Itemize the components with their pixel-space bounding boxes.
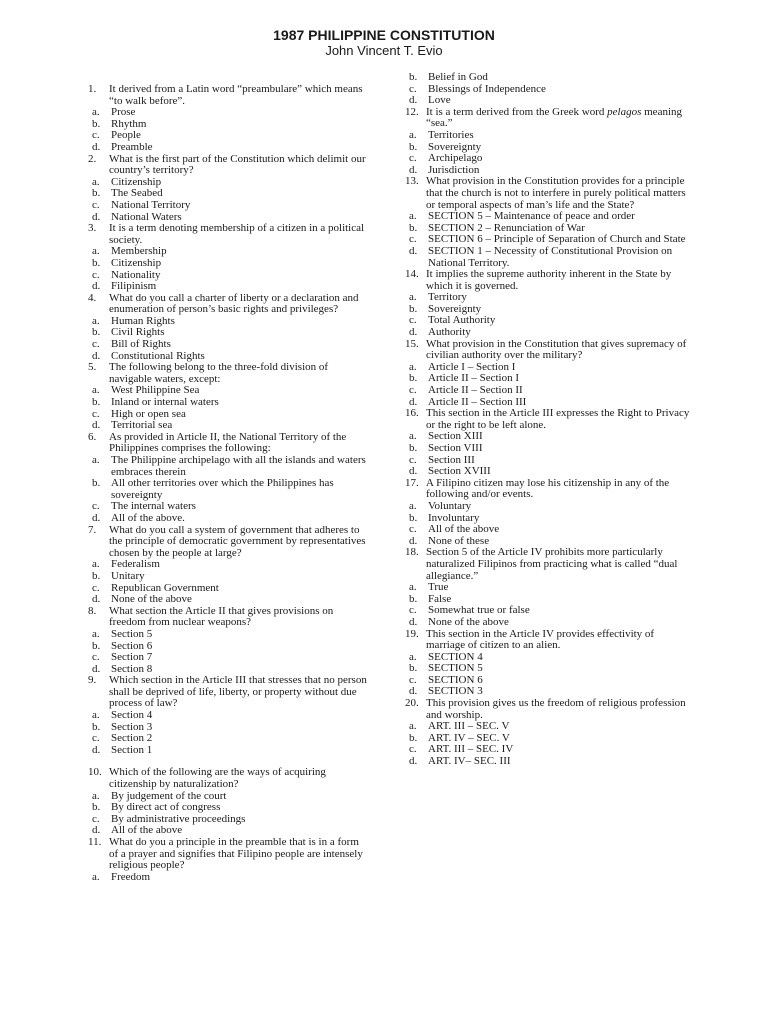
option-text: SECTION 3	[428, 685, 483, 698]
option-text: West Philippine Sea	[111, 384, 200, 397]
question-text: This section in the Article IV provides effectivity of marriage of citizen to an alien.	[426, 627, 655, 652]
option-text: Citizenship	[111, 256, 162, 269]
option-text: Bill of Rights	[111, 338, 171, 351]
right-column	[405, 72, 690, 768]
option-text: Section XVIII	[428, 465, 491, 478]
option-letter: c.	[409, 152, 417, 165]
option-letter: a.	[92, 175, 100, 188]
question-item	[88, 675, 368, 710]
question-item	[405, 176, 690, 211]
question-number: 13.	[405, 175, 419, 188]
question-item	[88, 606, 368, 629]
question-item	[88, 525, 368, 560]
option-letter: c.	[409, 384, 417, 397]
option-text: None of these	[428, 534, 490, 547]
option-letter: d.	[92, 210, 101, 223]
question-item	[405, 629, 690, 652]
option-text: Article II – Section III	[428, 395, 527, 408]
option-letter: b.	[92, 477, 101, 490]
option-letter: a.	[409, 499, 417, 512]
option-text: Territorial sea	[111, 419, 173, 432]
option-letter: a.	[409, 430, 417, 443]
option-letter: c.	[409, 233, 417, 246]
question-text: This section in the Article III expresses the Right to Privacy or the right to be left alone.	[426, 407, 690, 431]
document-author: John Vincent T. Evio	[325, 43, 443, 58]
option-letter: b.	[92, 256, 101, 269]
option-text: By direct act of congress	[111, 801, 221, 814]
option-text: Preamble	[111, 140, 153, 153]
question-text: This provision gives us the freedom of religious profession and worship.	[426, 697, 686, 721]
option-letter: c.	[409, 604, 417, 617]
question-number: 14.	[405, 268, 419, 281]
question-item	[88, 223, 368, 246]
answer-option	[88, 478, 368, 501]
question-text: The following belong to the three-fold division of navigable waters, except:	[109, 361, 329, 385]
option-letter: b.	[92, 187, 101, 200]
question-number: 2.	[88, 152, 97, 165]
option-letter: d.	[92, 662, 101, 675]
option-text: Sovereignty	[428, 302, 482, 315]
question-text: A Filipino citizen may lose his citizenship in any of the following and/or events.	[426, 476, 670, 501]
answer-option	[88, 872, 368, 884]
option-letter: c.	[92, 407, 100, 420]
option-text: Nationality	[111, 268, 161, 281]
question-number: 3.	[88, 222, 97, 235]
option-text: Prose	[111, 106, 136, 119]
option-text: Section 2	[111, 732, 153, 745]
option-letter: c.	[92, 812, 100, 825]
question-text: What provision in the Constitution that gives supremacy of civilian authority over the military?	[426, 337, 687, 362]
option-letter: a.	[92, 870, 100, 883]
question-number: 11.	[88, 836, 102, 848]
option-letter: c.	[409, 523, 417, 536]
question-text: What do you a principle in the preamble that is in a form of a prayer and signifies that Filipino people are intensely religious people?	[109, 836, 363, 872]
option-text: Section 5	[111, 627, 153, 640]
option-letter: a.	[92, 314, 100, 327]
option-text: Section III	[428, 453, 475, 466]
option-text: Article II – Section II	[428, 384, 523, 397]
answer-option	[405, 756, 690, 768]
option-letter: b.	[92, 801, 101, 814]
option-letter: c.	[92, 500, 100, 513]
option-letter: b.	[409, 592, 418, 605]
option-letter: a.	[92, 709, 100, 722]
option-text: Section 3	[111, 720, 153, 733]
option-letter: b.	[92, 117, 101, 130]
option-letter: d.	[409, 326, 418, 339]
option-text: Section XIII	[428, 430, 483, 443]
answer-option	[405, 246, 690, 269]
question-item	[88, 837, 368, 872]
option-letter: b.	[409, 221, 418, 234]
option-text: Jurisdiction	[428, 163, 480, 176]
option-text: False	[428, 592, 452, 605]
option-text: People	[111, 129, 141, 142]
option-letter: c.	[409, 314, 417, 327]
option-text: Section 8	[111, 662, 153, 675]
option-letter: b.	[409, 511, 418, 524]
option-letter: b.	[409, 662, 418, 675]
option-letter: d.	[409, 615, 418, 628]
option-text: High or open sea	[111, 407, 186, 420]
option-text: Citizenship	[111, 175, 162, 188]
option-letter: b.	[92, 639, 101, 652]
question-number: 15.	[405, 337, 419, 350]
option-text: Filipinism	[111, 280, 157, 293]
option-text: Rhythm	[111, 117, 147, 130]
question-item	[405, 269, 690, 292]
question-text: Which of the following are the ways of acquiring citizenship by naturalization?	[109, 766, 326, 791]
option-letter: a.	[92, 106, 100, 119]
option-letter: d.	[92, 419, 101, 432]
option-text: SECTION 6	[428, 673, 483, 686]
option-text: Membership	[111, 245, 167, 258]
option-letter: d.	[409, 395, 418, 408]
option-letter: a.	[409, 291, 417, 304]
option-letter: a.	[92, 384, 100, 397]
option-text: Archipelago	[428, 152, 483, 165]
question-text: It derived from a Latin word “preambulare” which means “to walk before”.	[109, 83, 363, 107]
question-item	[405, 698, 690, 721]
option-text: SECTION 6 – Principle of Separation of Church and State	[428, 233, 686, 246]
option-letter: a.	[92, 245, 100, 258]
question-number: 4.	[88, 291, 97, 304]
question-number: 20.	[405, 697, 419, 710]
option-text: SECTION 2 – Renunciation of War	[428, 221, 585, 234]
option-letter: d.	[409, 94, 418, 107]
option-text: Belief in God	[428, 71, 488, 83]
option-text: Section 6	[111, 639, 153, 652]
option-text: ART. IV– SEC. III	[428, 755, 511, 768]
option-letter: c.	[409, 743, 417, 756]
option-letter: a.	[409, 650, 417, 663]
option-text: Constitutional Rights	[111, 349, 205, 362]
option-text: ART. IV – SEC. V	[428, 731, 510, 744]
option-text: The Philippine archipelago with all the islands and waters embraces therein	[111, 454, 366, 478]
option-text: SECTION 1 – Necessity of Constitutional Provision on National Territory.	[428, 244, 673, 269]
question-text: Which section in the Article III that stresses that no person shall be deprived of life, liberty, or property without due process of law?	[109, 674, 367, 710]
question-text: What is the first part of the Constitution which delimit our country’s territory?	[109, 152, 366, 177]
question-number: 1.	[88, 83, 97, 95]
option-letter: d.	[92, 743, 101, 756]
option-letter: a.	[92, 627, 100, 640]
option-text: Unitary	[111, 569, 145, 582]
option-text: True	[428, 581, 449, 594]
question-number: 7.	[88, 523, 97, 536]
option-letter: d.	[92, 511, 101, 524]
option-text: All other territories over which the Philippines has sovereignty	[111, 477, 334, 501]
question-item	[88, 362, 368, 385]
question-number: 17.	[405, 476, 419, 489]
option-letter: b.	[92, 720, 101, 733]
option-text: SECTION 5 – Maintenance of peace and order	[428, 210, 635, 223]
option-letter: a.	[92, 558, 100, 571]
option-letter: c.	[409, 82, 417, 95]
option-text: ART. III – SEC. IV	[428, 743, 514, 756]
option-letter: a.	[92, 789, 100, 802]
option-letter: d.	[92, 349, 101, 362]
option-letter: d.	[409, 755, 418, 768]
question-item	[88, 84, 368, 107]
option-text: None of the above	[111, 593, 192, 606]
option-text: Freedom	[111, 870, 151, 883]
option-letter: d.	[409, 163, 418, 176]
option-text: Inland or internal waters	[111, 396, 219, 409]
option-letter: d.	[92, 824, 101, 837]
question-item	[88, 154, 368, 177]
option-text: Blessings of Independence	[428, 82, 546, 95]
option-letter: d.	[409, 685, 418, 698]
option-letter: b.	[409, 442, 418, 454]
option-text: National Waters	[111, 210, 182, 223]
option-text: Federalism	[111, 558, 160, 571]
question-item	[88, 293, 368, 316]
option-letter: d.	[92, 140, 101, 153]
question-item	[405, 547, 690, 582]
question-item	[405, 107, 690, 130]
option-letter: a.	[92, 454, 100, 466]
option-letter: b.	[409, 71, 418, 83]
option-letter: c.	[409, 453, 417, 466]
question-text-part: It is a term derived from the Greek word	[426, 105, 608, 118]
question-text: What provision in the Constitution provides for a principle that the church is not to interfere in purely political matters or temporal aspects of man’s life and the State?	[426, 175, 686, 211]
question-text: What do you call a charter of liberty or a declaration and enumeration of person’s basic rights and privileges?	[109, 291, 359, 316]
option-text: National Territory	[111, 198, 191, 211]
question-text: As provided in Article II, the National Territory of the Philippines comprises the following:	[109, 430, 347, 455]
question-text-italic: pelagos	[607, 105, 642, 118]
option-letter: d.	[409, 465, 418, 478]
option-text: Article I – Section I	[428, 360, 516, 373]
option-text: Section 4	[111, 709, 153, 722]
option-letter: a.	[409, 128, 417, 141]
option-text: Human Rights	[111, 314, 175, 327]
option-text: Authority	[428, 326, 471, 339]
option-letter: c.	[92, 129, 100, 142]
question-text: What do you call a system of government that adheres to the principle of democratic government by representatives chosen by the people at large?	[109, 523, 366, 559]
option-text: Republican Government	[111, 581, 219, 594]
option-letter: c.	[92, 338, 100, 351]
option-letter: a.	[409, 360, 417, 373]
left-column	[88, 84, 368, 883]
question-number: 10.	[88, 766, 102, 779]
question-item	[88, 432, 368, 455]
question-number: 12.	[405, 105, 419, 118]
option-letter: d.	[409, 534, 418, 547]
option-letter: c.	[92, 581, 100, 594]
question-item	[405, 339, 690, 362]
option-letter: b.	[409, 140, 418, 153]
option-letter: c.	[92, 651, 100, 664]
document-title: 1987 PHILIPPINE CONSTITUTION	[273, 27, 495, 43]
option-text: The Seabed	[111, 187, 163, 200]
option-text: All of the above	[111, 824, 183, 837]
option-text: Article II – Section I	[428, 372, 520, 385]
question-text: Section 5 of the Article IV prohibits more particularly naturalized Filipinos from practicing what is called “dual allegiance.”	[426, 546, 678, 582]
option-text: None of the above	[428, 615, 509, 628]
question-text	[426, 106, 682, 130]
option-text: SECTION 5	[428, 662, 483, 675]
question-text: It is a term denoting membership of a citizen in a political society.	[109, 222, 365, 246]
option-text: Sovereignty	[428, 140, 482, 153]
option-text: Somewhat true or false	[428, 604, 530, 617]
option-letter: c.	[409, 673, 417, 686]
question-item	[405, 408, 690, 431]
option-letter: d.	[92, 280, 101, 293]
question-number: 6.	[88, 430, 97, 443]
option-text: All of the above.	[111, 511, 185, 524]
question-number: 5.	[88, 361, 97, 374]
option-letter: d.	[92, 593, 101, 606]
option-text: Section 1	[111, 743, 153, 756]
option-letter: b.	[92, 396, 101, 409]
option-letter: b.	[409, 372, 418, 385]
option-letter: a.	[409, 210, 417, 223]
option-letter: c.	[92, 198, 100, 211]
answer-option	[88, 455, 368, 478]
option-letter: c.	[92, 268, 100, 281]
option-text: By administrative proceedings	[111, 812, 246, 825]
question-number: 16.	[405, 407, 419, 420]
question-number: 9.	[88, 674, 97, 687]
option-letter: b.	[92, 569, 101, 582]
option-text: The internal waters	[111, 500, 196, 513]
option-text: By judgement of the court	[111, 789, 227, 802]
question-item	[405, 478, 690, 501]
option-text: Involuntary	[428, 511, 480, 524]
option-letter: a.	[409, 581, 417, 594]
option-text: Love	[428, 94, 451, 107]
question-item	[88, 767, 368, 790]
option-text: Total Authority	[428, 314, 496, 327]
option-text: Voluntary	[428, 499, 472, 512]
option-letter: b.	[92, 326, 101, 339]
question-text-part: meaning “sea.”	[426, 105, 683, 130]
option-text: Section VIII	[428, 442, 483, 454]
question-number: 18.	[405, 546, 419, 559]
option-text: Territory	[428, 291, 467, 304]
option-letter: a.	[409, 720, 417, 733]
question-text: What section the Article II that gives provisions on freedom from nuclear weapons?	[109, 604, 334, 629]
question-number: 19.	[405, 627, 419, 640]
option-text: Section 7	[111, 651, 153, 664]
option-text: ART. III – SEC. V	[428, 720, 510, 733]
question-text: It implies the supreme authority inherent in the State by which it is governed.	[426, 268, 672, 292]
question-number: 8.	[88, 604, 97, 617]
option-letter: b.	[409, 302, 418, 315]
option-letter: d.	[409, 244, 418, 257]
option-text: Territories	[428, 128, 474, 141]
answer-option	[88, 745, 368, 757]
option-text: SECTION 4	[428, 650, 483, 663]
option-text: Civil Rights	[111, 326, 165, 339]
option-text: All of the above	[428, 523, 500, 536]
option-letter: b.	[409, 731, 418, 744]
option-letter: c.	[92, 732, 100, 745]
